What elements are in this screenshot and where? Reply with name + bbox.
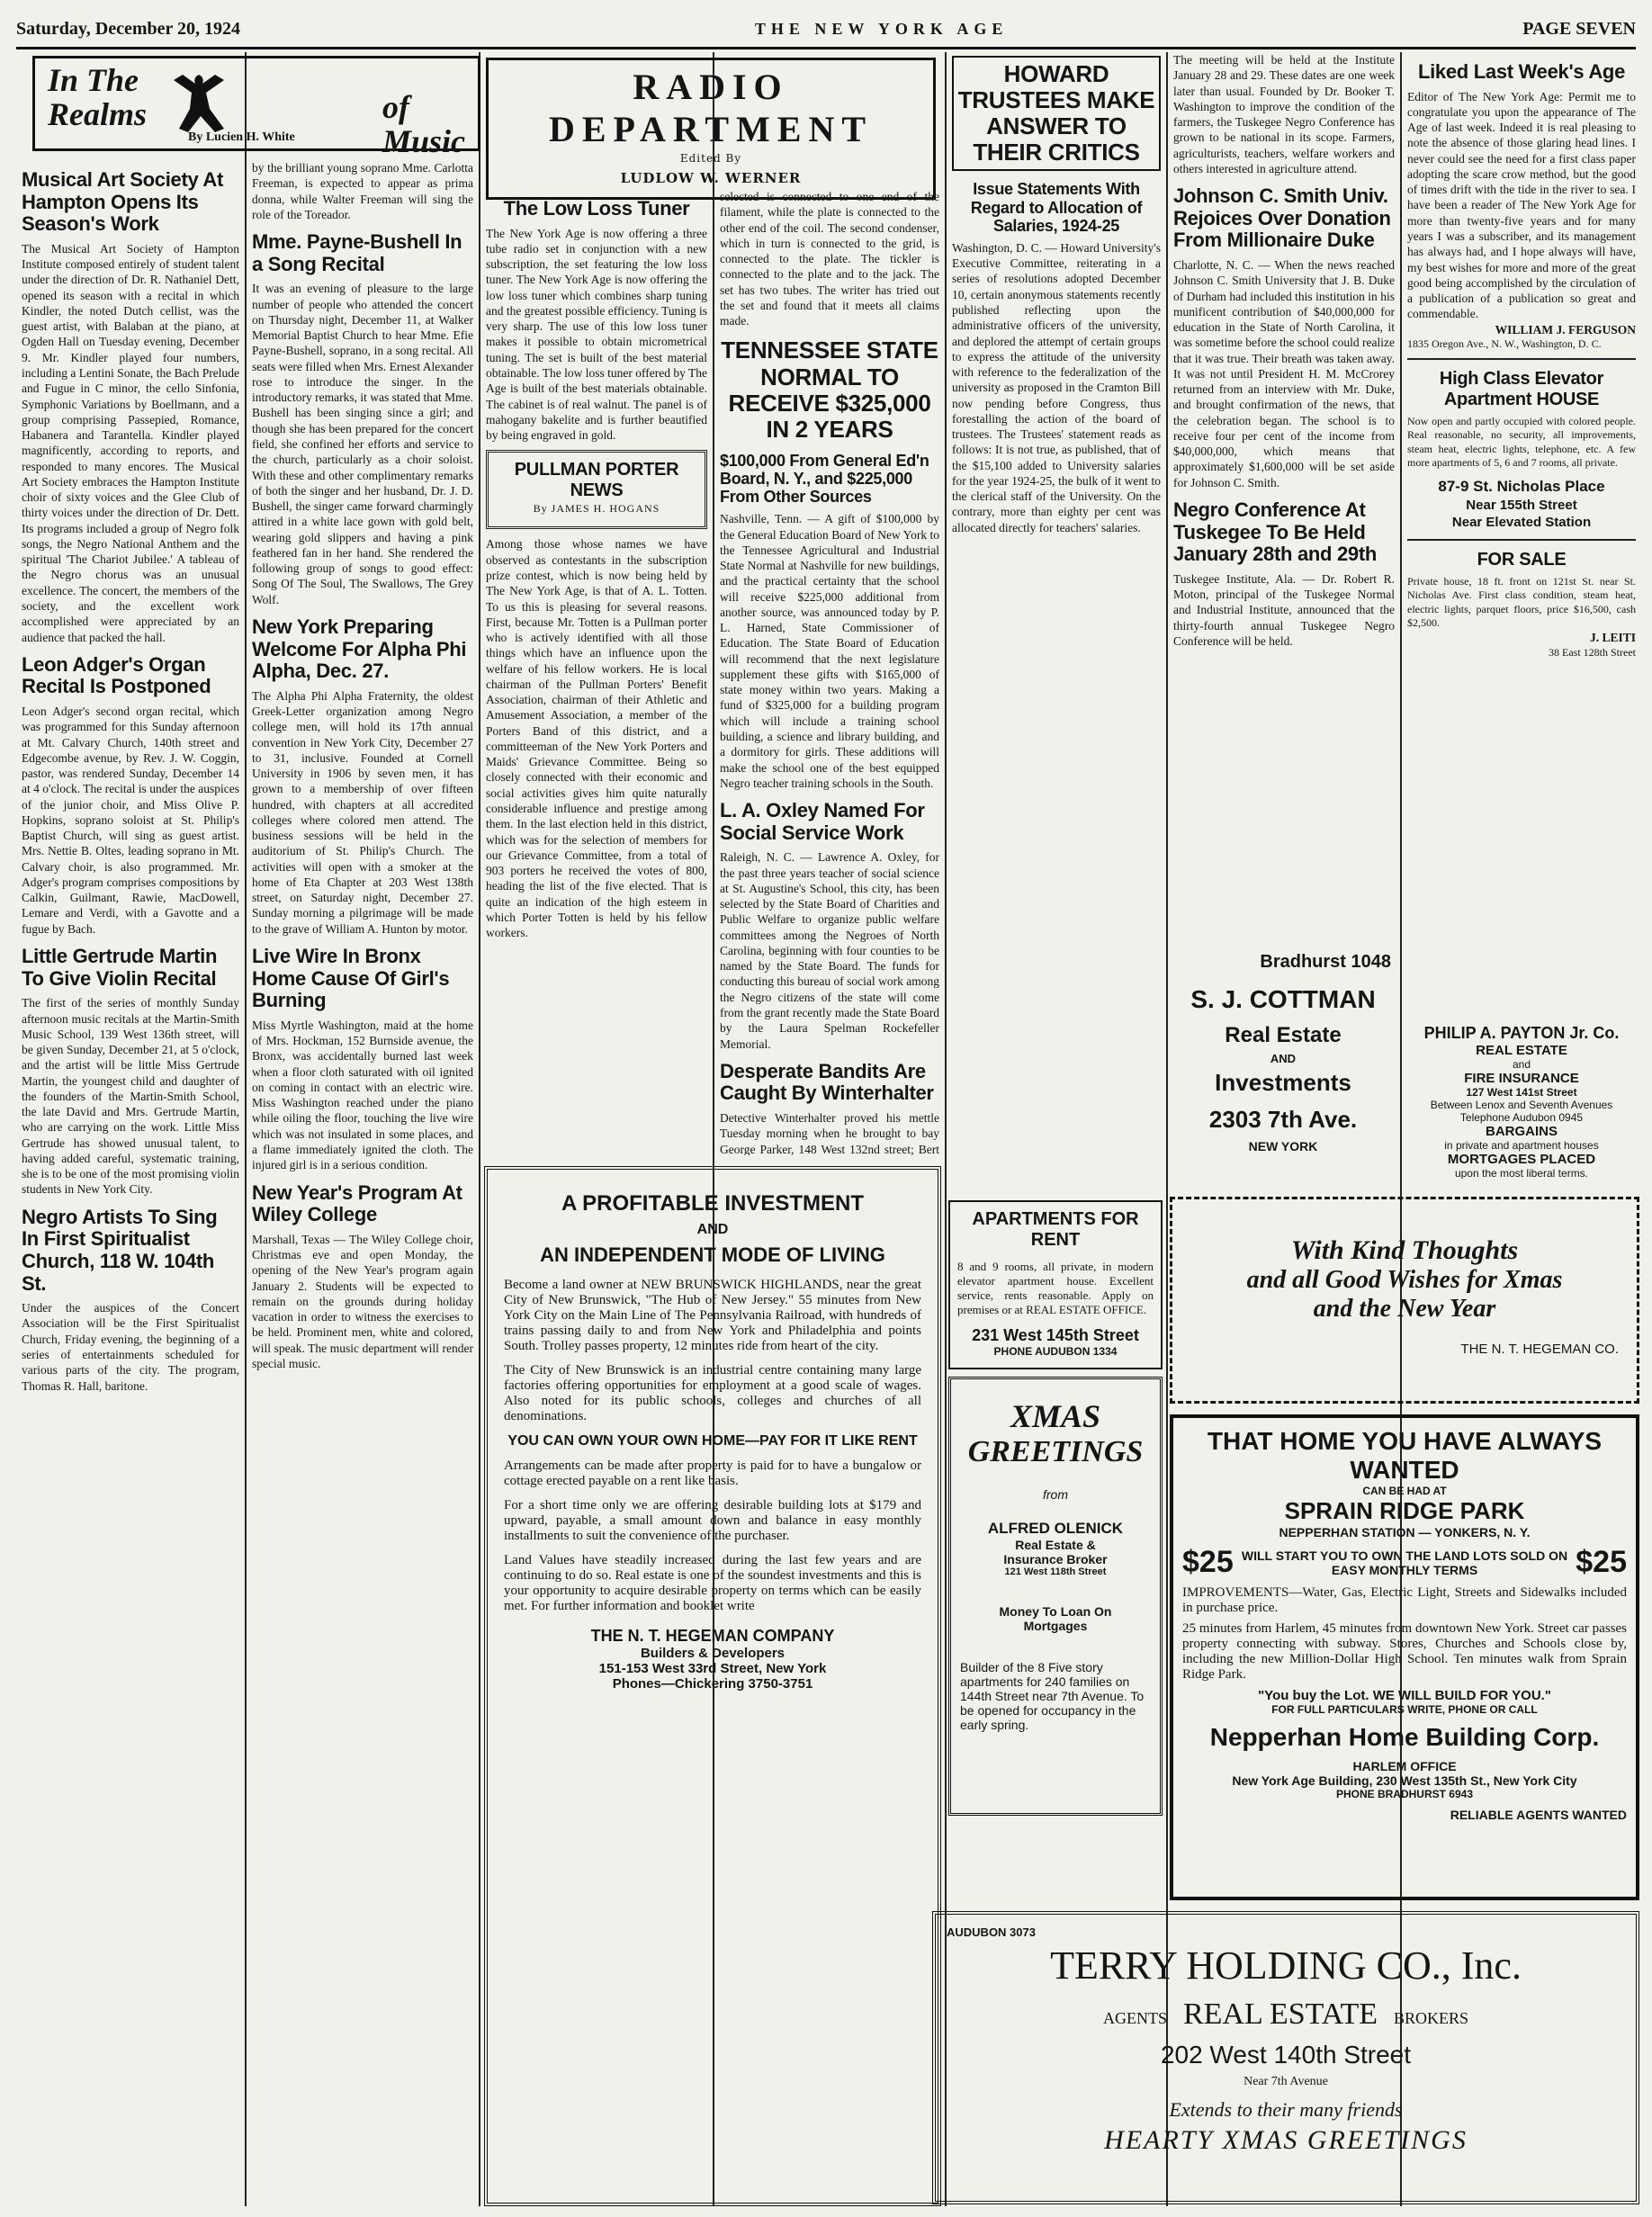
- divider: [1407, 539, 1636, 541]
- article-headline: Leon Adger's Organ Recital Is Postponed: [22, 652, 211, 698]
- letter-address: 1835 Oregon Ave., N. W., Washington, D. C.: [1407, 337, 1602, 350]
- ad-text: Near Elevated Station: [1451, 515, 1592, 531]
- ad-text: Real Estate: [1225, 1023, 1342, 1047]
- header-of-music: of Music: [382, 89, 465, 159]
- radio-editor: LUDLOW W. WERNER: [620, 170, 802, 186]
- ad-text: MORTGAGES PLACED: [1447, 1152, 1596, 1167]
- ad-phone: Phones—Chickering 3750-3751: [612, 1676, 813, 1692]
- ad-address: 202 West 140th Street: [1160, 2041, 1412, 2069]
- ad-body: For a short time only we are offering desirable building lots at $179 and upward, payable, a small amount down and balance in easy monthly installments to suit the convenience of the purchaser.: [504, 1498, 921, 1543]
- ad-address: New York Age Building, 230 West 135th St., New York City: [1232, 1773, 1577, 1788]
- ad-text: Insurance Broker: [1003, 1552, 1108, 1566]
- article-body: The meeting will be held at the Institute January 28 and 29. These dates are one week later than usual. Founded by Dr. Booker T. Washington to improve the condition of the farmers, the Tuskegee Negro Conference has grown to be national in its scope. Farmers, agriculturists, teachers, welfare workers and others interested in agriculture attend.: [1173, 53, 1395, 175]
- masthead: [16, 11, 1636, 49]
- column-5: [947, 52, 1166, 1362]
- masthead-date: Saturday, December 20, 1924: [16, 18, 241, 39]
- ad-text: Money To Loan On: [999, 1604, 1112, 1619]
- pullman-porter-box: [486, 450, 707, 529]
- ad-name: ALFRED OLENICK: [987, 1520, 1124, 1537]
- ad-body: Now open and partly occupied with colored people. Real reasonable, no security, all improvements, steam heat, electric lights, telephone, etc. A few more apartments of 5, 6 and 7 rooms, all private.: [1407, 415, 1636, 470]
- article-body: Charlotte, N. C. — When the news reached Johnson C. Smith University that J. B. Duke of Durham had included this institution in his munificent contribution of $40,000,000 for education in the State of North Carolina, it was sometime before the school could realize that it was true. Their breath was taken away. It was not until President H. M. McCrorey returned from an interview with Mr. Duke, and brought confirmation of the news, that the celebration began. The school is to receive four per cent of the income from $40,000,000, which means that approximately $1,600,000 will be set aside for Johnson C. Smith.: [1173, 258, 1395, 489]
- article-body: Editor of The New York Age: Permit me to congratulate you upon the appearance of The Age of last week. Indeed it is real pleasing to note the absence of those glaring head lines. I never could see the need for a first class paper adopting the scare crow method, but the good of times drift with the tide in the river to sea. I have been a reader of The New York Age for more than twenty-five years and for many years I was a subscriber, and its management has always had, and I hope always will have, my best wishes for more and more of the great good being accomplished by the circulation of a publication of a publication so great and commendable.: [1407, 89, 1636, 321]
- ad-text: Builders & Developers: [640, 1646, 786, 1661]
- cottman-ad: [1168, 945, 1398, 1180]
- article-headline: New York Preparing Welcome For Alpha Phi Alpha, Dec. 27.: [252, 615, 467, 683]
- ad-text: FOR FULL PARTICULARS WRITE, PHONE OR CALL: [1271, 1703, 1538, 1716]
- ad-phone: Telephone Audubon 0945: [1459, 1111, 1584, 1124]
- article-headline: HOWARD TRUSTEES MAKE ANSWER TO THEIR CRITICS: [952, 56, 1161, 171]
- ad-text: from: [1043, 1487, 1068, 1502]
- dancer-silhouette-icon: [143, 67, 251, 139]
- hegeman-xmas-ad: [1170, 1197, 1639, 1404]
- article-body: Tuskegee Institute, Ala. — Dr. Robert R. Moton, principal of the Tuskegee Normal and Industrial Institute, announced that the thirty-fourth annual Tuskegee Negro Conference will be held.: [1173, 571, 1395, 648]
- article-headline: New Year's Program At Wiley College: [252, 1180, 462, 1226]
- ad-text: HARLEM OFFICE: [1352, 1759, 1457, 1773]
- article-headline: The Low Loss Tuner: [503, 197, 690, 220]
- article-body: The Alpha Phi Alpha Fraternity, the oldest Greek-Letter organization among Negro college men, will hold its 17th annual convention in New York City, December 27 to 31, inclusive. Founded at Cornell University in 1906 by seven men, it has grown to a membership of over fifteen hundred, with chapters at all accredited colleges where colored men attend. The business sessions will be held in the auditorium of St. Philip's Church. The activities will open with a smoker at the home of Eta Chapter at 203 West 138th street, on Saturday night, December 27. Sunday morning a pilgrimage will be made to the grave of William A. Hunton by motor.: [252, 688, 473, 936]
- article-headline: Negro Artists To Sing In First Spiritualist Church, 118 W. 104th St.: [22, 1205, 218, 1295]
- ad-address: 2303 7th Ave.: [1208, 1106, 1358, 1133]
- radio-edited-by: Edited By: [679, 152, 742, 165]
- terry-holding-ad: [932, 1911, 1639, 2204]
- ad-text: AND: [1270, 1052, 1297, 1065]
- ad-address: 38 East 128th Street: [1549, 645, 1636, 659]
- article-body: Leon Adger's second organ recital, which was programmed for this Sunday afternoon at Mt. Calvary Church, 140th street and Edgecombe avenue, by Rev. J. W. Coggin, pastor, was rendered Sunday, December 14 at 4 o'clock. The recital is under the auspices of the junior choir, and Miss Olive P. Hopkins, soprano soloist at St. Philip's Baptist Church, will sing as guest artist. Mrs. Nettie B. Oltes, leading soprano in Mt. Calvary choir, is also programmed. Mr. Adger's program comprises compositions by Calkin, Guilmant, Rawie, MacDowell, Lemare and Verdi, with a Gavotte and a fugue by Bach.: [22, 705, 239, 936]
- ad-text: REAL ESTATE: [1182, 1997, 1378, 2031]
- ad-address: 127 West 141st Street: [1466, 1086, 1577, 1099]
- article-body: The New York Age is now offering a three tube radio set in conjunction with a new subscription, the set featuring the low loss tuner. The New York Age is now offering the low loss tuner which combines sharp tuning and the greatest possible efficiency. Tuning is very sharp. The use of this low loss tuner makes it possible to obtain micrometrical tuning. The set is built of the best material obtainable. The low loss tuner offered by The Age is built of the best materials obtainable. The cabinet is of real walnut. The panel is of mahogany bakelite and is further beautified by being engraved in gold.: [486, 226, 707, 443]
- ad-text: FIRE INSURANCE: [1464, 1071, 1579, 1086]
- ad-body: 8 and 9 rooms, all private, in modern elevator apartment house. Excellent service, rents reasonable. Apply on premises or at REAL ESTATE OFFICE.: [957, 1260, 1154, 1316]
- ad-body: 25 minutes from Harlem, 45 minutes from downtown New York. Street car passes property connecting with subway. Stores, Churches and Schools close by, including the new Million-Dollar High School. Ten minutes walk from Sprain Ridge Park.: [1182, 1621, 1627, 1682]
- article-headline: Little Gertrude Martin To Give Violin Recital: [22, 945, 218, 990]
- ad-headline: High Class Elevator Apartment HOUSE: [1439, 369, 1604, 409]
- article-headline: Mme. Payne-Bushell In a Song Recital: [252, 230, 462, 275]
- ad-headline: A PROFITABLE INVESTMENT: [561, 1191, 864, 1216]
- column-3: [480, 189, 713, 1155]
- ad-address: 121 West 118th Street: [1004, 1566, 1107, 1577]
- article-body: Raleigh, N. C. — Lawrence A. Oxley, for the past three years teacher of social science at St. Augustine's School, this city, has been selected by the State Board of Charities and Public Welfare to organize public welfare committees among the Negroes of North Carolina, beginning with four counties to be named by the State Board. The funds for conducting this bureau of social work among the Negro citizens of the state will come from the grant recently made the State Board by the Laura Spelman Rockefeller Memorial.: [720, 850, 939, 1051]
- ad-phone: PHONE BRADHURST 6943: [1335, 1788, 1474, 1800]
- article-subheadline: Issue Statements With Regard to Allocation of Salaries, 1924-25: [970, 180, 1143, 235]
- article-body: Under the auspices of the Concert Association will be the First Spiritualist Church, Friday evening, the beginning of a series of entertainments scheduled for various parts of the city. The program, Thomas R. Hall, baritone.: [22, 1301, 239, 1393]
- ad-text: REAL ESTATE: [1476, 1043, 1567, 1058]
- music-column-header: [32, 56, 480, 159]
- ad-text: "You buy the Lot. WE WILL BUILD FOR YOU.": [1258, 1688, 1551, 1703]
- ad-headline: With Kind Thoughts: [1290, 1235, 1519, 1265]
- pullman-porter-title: PULLMAN PORTER NEWS: [514, 460, 679, 500]
- radio-department-title: RADIO DEPARTMENT: [548, 67, 874, 149]
- ad-body: The City of New Brunswick is an industrial centre containing many large factories offering opportunities for employment at a good scale of wages. Also noted for its public schools, colleges and churches of all denominations.: [504, 1363, 921, 1423]
- ad-text: and: [1512, 1058, 1531, 1071]
- ad-headline: and all Good Wishes for Xmas: [1246, 1266, 1563, 1294]
- ad-phone: Bradhurst 1048: [1260, 952, 1391, 972]
- header-byline: By Lucien H. White: [188, 130, 295, 144]
- profitable-investment-ad: [484, 1166, 941, 2206]
- article-body: Miss Myrtle Washington, maid at the home of Mrs. Hockman, 152 Burnside avenue, the Bronx, was accidentally burned last week when a floor cloth saturated with oil ignited on coming in contact with an electric wire. Miss Washington reached under the piano while oiling the floor, touching the live wire which was not insulated in some places, and a flame immediately ignited the cloth. The injured girl is in a serious condition.: [252, 1018, 473, 1172]
- ad-text: Extends to their many friends: [1169, 2098, 1403, 2121]
- ad-signature: THE N. T. HEGEMAN CO.: [1460, 1342, 1619, 1357]
- article-body: by the brilliant young soprano Mme. Carlotta Freeman, is expected to appear as prima donna, while Walter Freeman will sing the role of the Toreador.: [252, 161, 473, 221]
- article-body: Marshall, Texas — The Wiley College choir, Christmas eve and open Monday, the opening of the New Year's program again January 2. Students will be expected to remain on the grounds during holiday vacation in order to witness the exercises to be held. Prominent men, white and colored, will speak. The music department will render special music.: [252, 1232, 473, 1370]
- ad-body: Land Values have steadily increased during the last few years and are continuing to do so. Real estate is one of the soundest investments and this is your opportunity to acquire desirable property on terms which can be easily met. For further information and booklet write: [504, 1553, 921, 1613]
- article-body: The first of the series of monthly Sunday afternoon music recitals at the Martin-Smith Music School, 139 West 136th street, will be given Sunday, December 21, at 5 o'clock, and the artist will be little Miss Gertrude Martin, the youngest child and daughter of the founders of the Martin-Smith School, the late David and Mrs. Gertrude Martin, who are carrying on the work. Little Miss Gertrude has showed unusual talent, to having added careful, systematic training, she is to be one of the most promising violin students in New York City.: [22, 996, 239, 1197]
- ad-headline: XMAS: [1010, 1398, 1101, 1434]
- sprain-ridge-ad: [1170, 1414, 1639, 1900]
- ad-headline: APARTMENTS FOR RENT: [972, 1209, 1139, 1250]
- ad-text: YOU CAN OWN YOUR OWN HOME—PAY FOR IT LIKE RENT: [507, 1433, 918, 1449]
- masthead-paper: THE NEW YORK AGE: [754, 19, 1009, 38]
- ad-text: WILL START YOU TO OWN THE LAND LOTS SOLD ON EASY MONTHLY TERMS: [1241, 1548, 1568, 1577]
- article-headline: Negro Conference At Tuskegee To Be Held January 28th and 29th: [1173, 498, 1378, 566]
- ad-body: Private house, 18 ft. front on 121st St. near St. Nicholas Ave. First class condition, steam heat, electric lights, parquet floors, price $16,500, cash $2,500.: [1407, 574, 1636, 630]
- article-body: Detective Winterhalter proved his mettle Tuesday morning when he brought to bay George Parker, 148 West 132nd street; Bert: [720, 1111, 939, 1155]
- ad-name: PHILIP A. PAYTON Jr. Co.: [1423, 1024, 1620, 1042]
- article-body: Among those whose names we have observed as contestants in the subscription prize contest, which is now being held by The New York Age, is that of A. L. Totten. To us this is pleasing for several reasons. First, because Mr. Totten is a Pullman porter who is actively identified with all those things which have an influence upon the welfare of his fellow workers. He is local chairman of the Pullman Porters' Benefit Association, chairman of their Athletic and Amusement Association, a member of the Porters Band of this district, and a committeeman of the New York Porters and Maids' Grievance Committee. Being so closely connected with their economic and social activities gives him quite naturally considerable influence and prestige among them. In the last election held in this district, which was for the selection of members for our Grievance Committee, from a total of 903 porters he received the votes of 800, heading the list of the five elected. That is quite an indication of the high esteem in which Porter Totten is held by his fellow workers.: [486, 537, 707, 940]
- pullman-porter-byline: By JAMES H. HOGANS: [533, 502, 660, 516]
- ad-phone: AUDUBON 3073: [947, 1925, 1036, 1939]
- article-body: selected is connected to one end of the filament, while the plate is connected to the other end of the coil. The second condenser, which in turn is connected to the grid, is connected to the plate. The tickler is connected to the plate and to the jack. The set has two tubes. The writer has tried out the set and found that it meets all claims made.: [720, 190, 939, 328]
- divider: [1407, 358, 1636, 360]
- ad-headline: FOR SALE: [1477, 549, 1567, 570]
- ad-address: 87-9 St. Nicholas Place: [1438, 478, 1605, 496]
- ad-text: BARGAINS: [1485, 1124, 1558, 1139]
- ad-body: Become a land owner at NEW BRUNSWICK HIGHLANDS, near the great City of New Brunswick, "The Hub of New Jersey." 55 minutes from New York City on the Main Line of The Pennsylvania Railroad, with hundreds of trains passing daily to and from New York and Philadelphia and points South. Trolley passes property, 12 minutes ride from heart of the city.: [504, 1278, 921, 1353]
- payton-ad: [1404, 1020, 1639, 1179]
- ad-text: AGENTS: [1102, 2009, 1167, 2027]
- ad-company: Nepperhan Home Building Corp.: [1209, 1723, 1600, 1751]
- ad-name: S. J. COTTMAN: [1190, 985, 1376, 1013]
- ad-headline: HEARTY XMAS GREETINGS: [1104, 2125, 1468, 2155]
- article-headline: Liked Last Week's Age: [1417, 60, 1626, 83]
- ad-name: J. LEITI: [1589, 631, 1636, 645]
- ad-address: 231 West 145th Street: [972, 1326, 1139, 1344]
- xmas-greetings-ad: [948, 1377, 1163, 1816]
- article-body: Washington, D. C. — Howard University's Executive Committee, reiterating in a series of resolutions adopted December 10, certain anonymous statements recently published reflecting upon the administrative officers of the university, and deplored the attempt of certain groups to express the attitude of the university with reference to the federalization of the university as proposed in the Cramton Bill now pending before Congress, thus forestalling the action of the board of trustees. The Trustees' statement reads as follows: It is not true, as published, that of the $15,100 added to University salaries for the year 1924-25, the bulk of it went to the clerical staff of the University. On the contrary, more than eighty per cent was allocated directly for teachers' salaries.: [952, 240, 1161, 534]
- ad-headline: and the New Year: [1313, 1295, 1496, 1323]
- ad-text: in private and apartment houses: [1444, 1139, 1599, 1152]
- ad-headline: AN INDEPENDENT MODE OF LIVING: [540, 1243, 885, 1266]
- ad-phone: PHONE AUDUBON 1334: [993, 1345, 1118, 1358]
- article-headline: TENNESSEE STATE NORMAL TO RECEIVE $325,000 IN 2 YEARS: [721, 337, 938, 443]
- ad-text: RELIABLE AGENTS WANTED: [1450, 1808, 1627, 1822]
- ad-headline: SPRAIN RIDGE PARK: [1284, 1497, 1525, 1524]
- column-1-content: [16, 160, 245, 2206]
- header-in-the-realms: In The Realms: [48, 62, 148, 132]
- ad-company: TERRY HOLDING CO., Inc.: [1050, 1943, 1522, 1988]
- article-body: The Musical Art Society of Hampton Institute composed entirely of student talent under the direction of Dr. R. Nathaniel Dett, opened its season with a recital in which Kindler, the noted Dutch cellist, was the guest artist, with Balaban at the piano, at Ogden Hall on Tuesday evening, December 9. Mr. Kindler played four numbers, including a Lentini Sonate, the Bach Prelude and Fugue in C minor, the cello Sinfonia, Symphonic Variations by Boellmann, and a group comprising Passepied, Romance, Habanera and Tarantella. Kindler played magnificently, according to reports, and responded to many encores. The Musical Art Society embraces the Hampton Institute choir of sixty voices and the Glee Club of thirty voices under the direction of Dr. Dett. Its programs included a group of Negro folk songs, the Negro National Anthem and the spiritual 'The Chariot Jubilee.' A tableau of the Negro chorus was an unusual excellence. The concert, the members of the society, and the excellent work accomplished were appreciated by an audience that packed the hall.: [22, 241, 239, 644]
- ad-signature: THE N. T. HEGEMAN COMPANY: [590, 1627, 835, 1645]
- ad-address: 151-153 West 33rd Street, New York: [598, 1661, 827, 1676]
- ad-text: NEW YORK: [1248, 1139, 1318, 1153]
- ad-body: Arrangements can be made after property is paid for to have a bungalow or cottage erected payable on a rent like basis.: [504, 1459, 921, 1488]
- article-subheadline: $100,000 From General Ed'n Board, N. Y., and $225,000 From Other Sources: [720, 451, 929, 507]
- ad-text: upon the most liberal terms.: [1454, 1167, 1589, 1179]
- ad-text: Near 155th Street: [1466, 498, 1577, 514]
- ad-headline: THAT HOME YOU HAVE ALWAYS WANTED: [1207, 1427, 1603, 1484]
- ad-price: $25: [1182, 1545, 1234, 1579]
- article-headline: Live Wire In Bronx Home Cause Of Girl's Burning: [252, 945, 450, 1012]
- ad-text: Near 7th Avenue: [1243, 2075, 1328, 2088]
- article-headline: Desperate Bandits Are Caught By Winterhalter: [720, 1059, 934, 1105]
- ad-body: Builder of the 8 Five story apartments for 240 families on 144th Street near 7th Avenue. To be opened for occupancy in the early spring.: [960, 1660, 1145, 1732]
- ad-body: IMPROVEMENTS—Water, Gas, Electric Light, Streets and Sidewalks included in purchase price.: [1182, 1585, 1627, 1615]
- article-body: Nashville, Tenn. — A gift of $100,000 by the General Education Board of New York to the Tennessee Agricultural and Industrial State Normal at Nashville for new buildings, and the practical certainty that the school will receive $225,000 additional from another source, was announced today by P. L. Harned, State Commissioner of Education. The State Board of Education will recommend that the next legislature supplement these gifts with $165,000 of state money within two years. Making a fund of $325,000 for a building program which will include a training school building, a science and library building, and a dormitory for girls. These additions will make the school one of the best equipped Negro teacher training schools in the South.: [720, 512, 939, 790]
- column-4: [714, 189, 945, 1155]
- radio-department-header: [486, 58, 936, 200]
- ad-text: BROKERS: [1394, 2009, 1469, 2027]
- article-body: It was an evening of pleasure to the large number of people who attended the concert on Thursday night, December 11, at Walker Memorial Baptist Church to hear Mme. Efie Payne-Bushell, soprano, in a song recital. All seats were filled when Mrs. Ernest Alexander rose to introduce the singer. In the introductory remarks, it was stated that Mme. Bushell has been singing since a girl; and though she has been prepared for the concert field, she confined her efforts and service to the church, particularly as a choir soloist. With these and other complimentary remarks of both the singer and her husband, Dr. J. D. Bushell, the singer came forward charmingly attired in a white lace gown with gold belt, wearing gold slippers and having a pink feathered fan in her hand. She rendered the following group of songs to good effect: Song Of The Soul, The Swallows, The Grey Wolf.: [252, 282, 473, 606]
- ad-text: Between Lenox and Seventh Avenues: [1430, 1099, 1613, 1111]
- article-headline: Johnson C. Smith Univ. Rejoices Over Donation From Millionaire Duke: [1173, 184, 1391, 252]
- apartments-ad: [948, 1200, 1163, 1369]
- masthead-page: PAGE SEVEN: [1522, 18, 1636, 39]
- ad-text: Investments: [1215, 1069, 1351, 1096]
- letter-signature: WILLIAM J. FERGUSON: [1495, 322, 1636, 337]
- ad-text: NEPPERHAN STATION — YONKERS, N. Y.: [1279, 1525, 1531, 1539]
- ad-text: CAN BE HAD AT: [1362, 1485, 1447, 1497]
- ad-text: AND: [696, 1222, 729, 1237]
- ad-text: Mortgages: [1023, 1619, 1088, 1633]
- article-headline: L. A. Oxley Named For Social Service Work: [720, 799, 925, 844]
- column-2: [247, 160, 479, 2206]
- ad-price: $25: [1576, 1545, 1627, 1579]
- article-headline: Musical Art Society At Hampton Opens Its Season's Work: [22, 168, 224, 236]
- ad-text: Real Estate &: [1015, 1538, 1096, 1552]
- ad-headline: GREETINGS: [967, 1435, 1144, 1468]
